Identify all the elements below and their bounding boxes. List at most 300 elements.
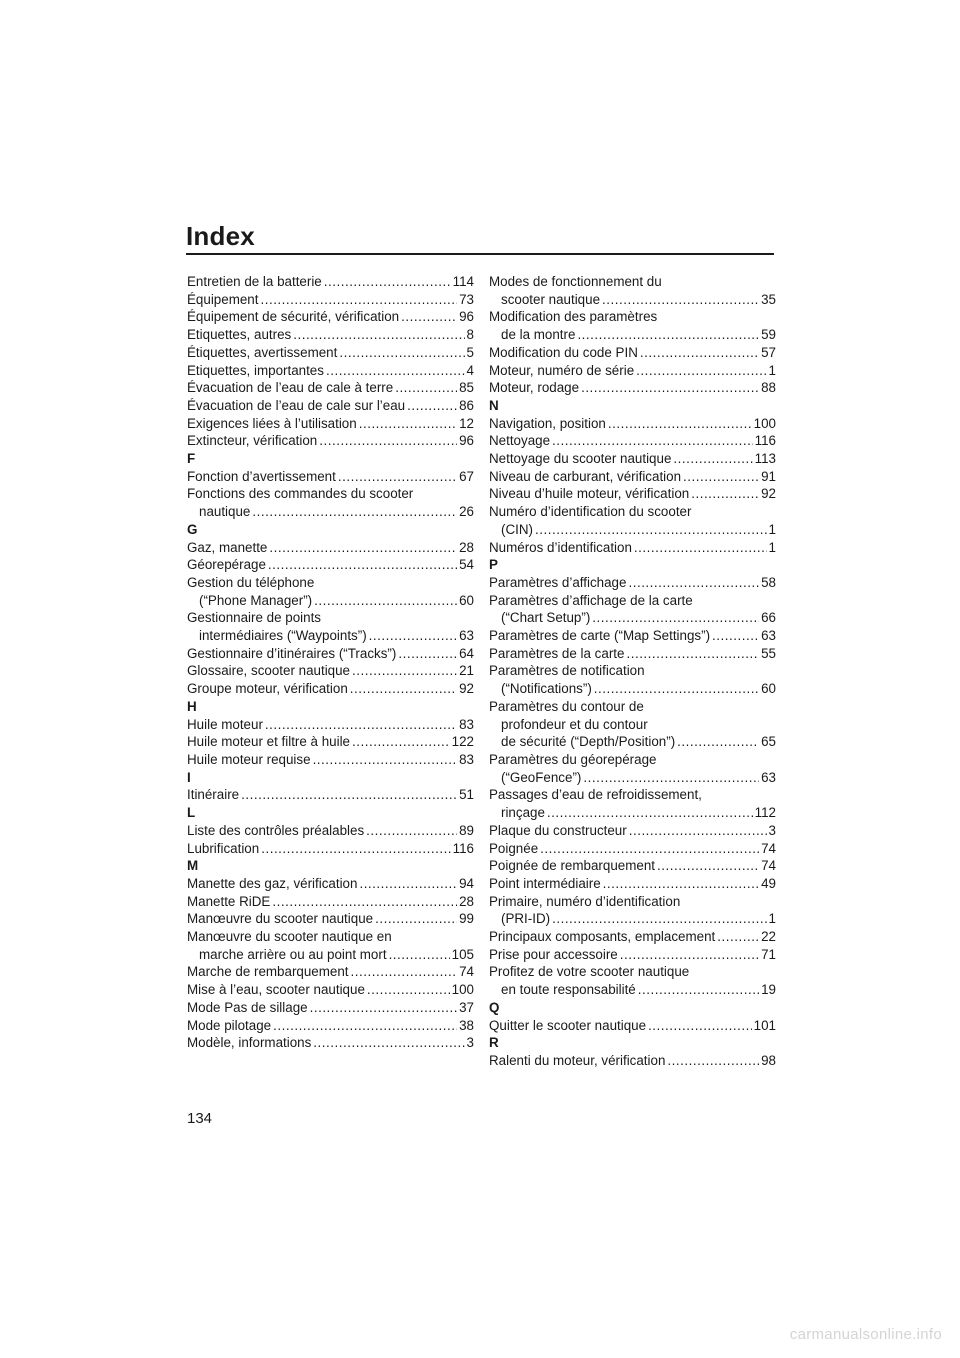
index-entry-line — [489, 751, 776, 769]
index-entry-line — [489, 326, 776, 344]
index-entry-page: 51 — [459, 787, 474, 803]
index-entry-line — [187, 716, 474, 734]
index-entry-line — [489, 415, 776, 433]
index-entry-page: 63 — [761, 769, 776, 785]
dot-leader — [636, 362, 766, 380]
index-entry-text: (CIN) — [501, 521, 533, 537]
dot-leader — [626, 645, 759, 663]
index-entry-page: 113 — [754, 451, 776, 467]
dot-leader — [577, 326, 759, 344]
index-letter-heading: M — [187, 858, 199, 874]
dot-leader — [313, 751, 458, 769]
dot-leader — [691, 485, 759, 503]
index-entry-line — [187, 503, 474, 521]
index-entry-line — [489, 627, 776, 645]
index-entry-text: Huile moteur requise — [187, 751, 311, 767]
dot-leader — [367, 981, 450, 999]
index-entry-page: 60 — [459, 592, 474, 608]
index-entry-page: 96 — [459, 433, 474, 449]
index-entry-line — [187, 574, 474, 592]
index-entry — [489, 1052, 776, 1070]
index-entry — [187, 893, 474, 911]
index-entry — [187, 1017, 474, 1035]
dot-leader — [552, 910, 766, 928]
index-entry-line — [489, 485, 776, 503]
index-entry-page: 74 — [761, 840, 776, 856]
index-entry — [489, 963, 776, 998]
index-entry-text: Quitter le scooter nautique — [489, 1017, 647, 1033]
index-entry-text: Principaux composants, emplacement — [489, 929, 716, 945]
index-entry-line — [187, 910, 474, 928]
index-entry — [489, 273, 776, 308]
index-entry — [489, 592, 776, 627]
dot-leader — [638, 981, 759, 999]
index-entry-text: Poignée de rembarquement — [489, 858, 656, 874]
index-letter-heading: G — [187, 521, 198, 537]
index-entry-line — [489, 645, 776, 663]
dot-leader — [395, 379, 457, 397]
index-entry — [187, 273, 474, 291]
index-entry-page: 49 — [761, 875, 776, 891]
dot-leader — [552, 432, 753, 450]
index-entry — [187, 981, 474, 999]
index-entry-page: 105 — [451, 946, 474, 962]
index-letter-heading: R — [489, 1035, 499, 1051]
index-entry-line — [489, 910, 776, 928]
index-entry — [187, 344, 474, 362]
dot-leader — [241, 786, 457, 804]
index-entry-line — [187, 362, 474, 380]
index-entry — [489, 946, 776, 964]
dot-leader — [592, 609, 759, 627]
dot-leader — [389, 946, 450, 964]
index-entry-line — [187, 539, 474, 557]
index-entry-text: (PRI-ID) — [501, 911, 551, 927]
index-entry-line — [489, 786, 776, 804]
index-entry-line — [489, 716, 776, 734]
dot-leader — [339, 344, 464, 362]
index-entry-text: Numéro d’identification du scooter — [489, 504, 692, 520]
index-entry-page: 54 — [459, 557, 474, 573]
index-entry-line — [187, 751, 474, 769]
index-entry-page: 19 — [761, 982, 776, 998]
index-entry-line — [489, 769, 776, 787]
index-entry-page: 4 — [466, 362, 474, 378]
index-entry-page: 1 — [768, 362, 776, 378]
index-entry-line — [187, 733, 474, 751]
dot-leader — [407, 397, 457, 415]
index-letter-heading: F — [187, 451, 196, 467]
index-entry-line — [187, 1017, 474, 1035]
index-entry — [187, 539, 474, 557]
index-column-right — [489, 273, 776, 1070]
index-entry-line — [187, 308, 474, 326]
index-entry-text: Itinéraire — [187, 787, 240, 803]
index-entry — [187, 468, 474, 486]
dot-leader — [398, 645, 457, 663]
index-entry-page: 86 — [459, 397, 474, 413]
index-entry-text: Évacuation de l’eau de cale sur l’eau — [187, 397, 406, 413]
index-entry-text: (“Chart Setup”) — [501, 610, 591, 626]
index-entry-text: Exigences liées à l’utilisation — [187, 415, 357, 431]
dot-leader — [352, 733, 450, 751]
index-entry-line — [187, 999, 474, 1017]
index-entry-line — [489, 680, 776, 698]
index-entry-text: Groupe moteur, vérification — [187, 681, 348, 697]
index-entry-line — [187, 273, 474, 291]
index-entry-page: 1 — [768, 521, 776, 537]
index-entry-line — [489, 432, 776, 450]
index-entry — [489, 574, 776, 592]
index-entry-line — [187, 928, 474, 946]
index-entry-page: 92 — [761, 486, 776, 502]
dot-leader — [401, 308, 457, 326]
index-entry-line — [187, 1034, 474, 1052]
index-entry-line — [489, 662, 776, 680]
index-entry — [187, 609, 474, 644]
dot-leader — [310, 999, 458, 1017]
index-entry-line — [187, 415, 474, 433]
index-entry-text: Numéros d’identification — [489, 539, 632, 555]
index-entry — [187, 379, 474, 397]
dot-leader — [326, 362, 465, 380]
index-entry-page: 71 — [761, 946, 776, 962]
index-entry-text: Huile moteur — [187, 716, 263, 732]
index-entry-page: 92 — [459, 681, 474, 697]
index-entry-page: 112 — [754, 805, 776, 821]
index-entry-text: Moteur, rodage — [489, 380, 580, 396]
index-entry-text: (“GeoFence”) — [501, 769, 582, 785]
dot-leader — [581, 379, 759, 397]
index-entry — [489, 379, 776, 397]
index-entry — [187, 485, 474, 520]
page-number: 134 — [187, 1110, 213, 1127]
index-entry-page: 63 — [761, 628, 776, 644]
dot-leader — [594, 680, 759, 698]
index-entry-text: Mise à l’eau, scooter nautique — [187, 982, 365, 998]
index-entry-text: Gestion du téléphone — [187, 574, 315, 590]
index-entry-line — [489, 379, 776, 397]
index-entry-page: 83 — [459, 751, 474, 767]
index-entry-text: Manœuvre du scooter nautique en — [187, 929, 392, 945]
index-entry-text: Paramètres d’affichage de la carte — [489, 592, 693, 608]
dot-leader — [634, 539, 767, 557]
index-entry-text: Paramètres de la carte — [489, 645, 625, 661]
index-entry-page: 3 — [466, 1035, 474, 1051]
dot-leader — [338, 468, 457, 486]
index-entry-text: en toute responsabilité — [501, 982, 636, 998]
index-entry — [187, 910, 474, 928]
index-entry-text: (“Notifications”) — [501, 681, 592, 697]
index-entry-line — [489, 344, 776, 362]
index-entry — [187, 733, 474, 751]
index-entry-text: Moteur, numéro de série — [489, 362, 635, 378]
index-entry-text: Évacuation de l’eau de cale à terre — [187, 380, 394, 396]
index-entry-line — [489, 592, 776, 610]
dot-leader — [608, 415, 752, 433]
index-entry-text: Équipement de sécurité, vérification — [187, 309, 400, 325]
index-entry — [187, 840, 474, 858]
index-entry-text: Paramètres du contour de — [489, 698, 644, 714]
index-entry-line — [489, 875, 776, 893]
index-entry — [187, 291, 474, 309]
index-entry-page: 38 — [459, 1017, 474, 1033]
index-entry-text: Poignée — [489, 840, 539, 856]
index-entry-line — [489, 733, 776, 751]
index-entry-text: scooter nautique — [501, 291, 601, 307]
dot-leader — [313, 1034, 464, 1052]
index-entry-page: 88 — [761, 380, 776, 396]
index-entry-text: Gaz, manette — [187, 539, 268, 555]
dot-leader — [366, 822, 457, 840]
index-entry — [187, 645, 474, 663]
index-entry-line — [187, 840, 474, 858]
index-entry-text: Liste des contrôles préalables — [187, 822, 365, 838]
dot-leader — [717, 928, 759, 946]
page-title: Index — [186, 221, 255, 251]
index-entry-line — [187, 432, 474, 450]
index-entry — [489, 415, 776, 433]
index-entry — [489, 857, 776, 875]
dot-leader — [583, 769, 759, 787]
index-entry-line — [187, 875, 474, 893]
index-entry-page: 22 — [761, 929, 776, 945]
dot-leader — [535, 521, 767, 539]
index-entry — [489, 1017, 776, 1035]
index-entry — [187, 751, 474, 769]
dot-leader — [269, 539, 457, 557]
index-entry-line — [187, 627, 474, 645]
index-entry-text: Modèle, informations — [187, 1035, 312, 1051]
index-entry-line — [489, 468, 776, 486]
index-entry-line — [489, 609, 776, 627]
index-entry-text: Étiquettes, avertissement — [187, 344, 338, 360]
index-entry — [489, 893, 776, 928]
dot-leader — [314, 592, 457, 610]
dot-leader — [350, 680, 457, 698]
index-entry-text: Manœuvre du scooter nautique — [187, 911, 374, 927]
index-entry-line — [489, 521, 776, 539]
index-entry-text: Modes de fonctionnement du — [489, 274, 662, 289]
index-entry-line — [489, 804, 776, 822]
index-entry-line — [187, 326, 474, 344]
index-letter-heading: I — [187, 769, 191, 785]
index-entry-text: Modification des paramètres — [489, 309, 658, 325]
index-entry-line — [187, 556, 474, 574]
dot-leader — [369, 627, 457, 645]
index-entry-page: 94 — [459, 875, 474, 891]
dot-leader — [351, 963, 458, 981]
index-entry-page: 74 — [459, 964, 474, 980]
index-entry-text: Extincteur, vérification — [187, 433, 318, 449]
index-entry-text: de la montre — [501, 327, 576, 343]
index-entry-line — [187, 946, 474, 964]
watermark: carmanualsonline.info — [789, 1326, 942, 1343]
index-entry-page: 116 — [754, 433, 776, 449]
index-letter-heading: L — [187, 805, 196, 821]
index-entry-text: Entretien de la batterie — [187, 274, 322, 289]
dot-leader — [540, 840, 759, 858]
index-entry-line — [489, 291, 776, 309]
index-entry-line — [489, 450, 776, 468]
index-entry-text: Nettoyage du scooter nautique — [489, 451, 672, 467]
dot-leader — [260, 291, 457, 309]
index-entry-page: 8 — [466, 327, 474, 343]
index-entry — [489, 503, 776, 538]
index-entry — [489, 662, 776, 697]
index-entry-line — [489, 273, 776, 291]
dot-leader — [272, 893, 457, 911]
index-entry-line — [187, 662, 474, 680]
index-entry-page: 89 — [459, 822, 474, 838]
dot-leader — [677, 733, 759, 751]
index-entry — [187, 432, 474, 450]
index-entry-page: 63 — [459, 628, 474, 644]
index-entry — [187, 326, 474, 344]
index-entry-page: 21 — [459, 663, 474, 679]
index-entry-text: nautique — [199, 504, 251, 520]
index-letter-heading: P — [489, 557, 498, 573]
dot-leader — [324, 273, 451, 291]
dot-leader — [359, 875, 457, 893]
index-entry-text: Huile moteur et filtre à huile — [187, 734, 350, 750]
index-entry-line — [187, 291, 474, 309]
index-entry — [187, 362, 474, 380]
index-entry-text: Fonctions des commandes du scooter — [187, 486, 414, 502]
index-entry — [187, 786, 474, 804]
index-entry-line — [187, 609, 474, 627]
index-entry-text: Paramètres de notification — [489, 663, 645, 679]
index-entry — [489, 645, 776, 663]
index-entry-text: Paramètres du géorepérage — [489, 751, 657, 767]
index-entry-text: Primaire, numéro d’identification — [489, 893, 681, 909]
index-entry-text: Etiquettes, importantes — [187, 362, 324, 378]
index-entry-line — [187, 963, 474, 981]
index-entry — [489, 786, 776, 821]
index-entry-line — [489, 963, 776, 981]
index-entry-text: Modification du code PIN — [489, 344, 638, 360]
index-entry — [187, 928, 474, 963]
index-entry-page: 83 — [459, 716, 474, 732]
dot-leader — [319, 432, 457, 450]
index-entry-page: 5 — [466, 344, 474, 360]
index-entry — [187, 662, 474, 680]
index-entry-line — [187, 468, 474, 486]
index-entry-page: 98 — [761, 1052, 776, 1068]
index-entry-page: 85 — [459, 380, 474, 396]
index-entry-page: 59 — [761, 327, 776, 343]
index-entry-line — [187, 645, 474, 663]
index-entry-text: Paramètres de carte (“Map Settings”) — [489, 628, 711, 644]
dot-leader — [375, 910, 457, 928]
index-entry — [187, 963, 474, 981]
index-letter-heading: H — [187, 698, 197, 714]
index-entry-page: 1 — [768, 539, 776, 555]
index-entry-line — [187, 485, 474, 503]
index-entry — [489, 308, 776, 343]
index-entry-page: 65 — [761, 734, 776, 750]
dot-leader — [712, 627, 759, 645]
index-entry-text: Mode Pas de sillage — [187, 999, 308, 1015]
index-entry — [187, 822, 474, 840]
index-entry-text: Équipement — [187, 291, 259, 307]
index-entry — [489, 362, 776, 380]
index-entry-line — [187, 344, 474, 362]
index-entry-line — [489, 574, 776, 592]
index-entry — [187, 1034, 474, 1052]
dot-leader — [252, 503, 457, 521]
index-entry — [187, 397, 474, 415]
index-entry — [489, 751, 776, 786]
index-entry-page: 66 — [761, 610, 776, 626]
index-entry-text: Passages d’eau de refroidissement, — [489, 787, 702, 803]
index-entry-line — [187, 379, 474, 397]
index-entry-text: Ralenti du moteur, vérification — [489, 1052, 666, 1068]
dot-leader — [602, 291, 759, 309]
index-entry-line — [187, 592, 474, 610]
index-entry-page: 60 — [761, 681, 776, 697]
index-entry-line — [489, 946, 776, 964]
index-entry-text: (“Phone Manager”) — [199, 592, 313, 608]
index-entry-page: 28 — [459, 893, 474, 909]
index-entry-text: Niveau de carburant, vérification — [489, 468, 682, 484]
index-entry-line — [489, 840, 776, 858]
index-entry-page: 96 — [459, 309, 474, 325]
index-entry-text: Prise pour accessoire — [489, 946, 618, 962]
index-entry-line — [187, 822, 474, 840]
dot-leader — [359, 415, 457, 433]
index-entry-text: Profitez de votre scooter nautique — [489, 964, 690, 980]
dot-leader — [268, 556, 457, 574]
index-entry — [187, 574, 474, 609]
index-entry-text: Glossaire, scooter nautique — [187, 663, 351, 679]
dot-leader — [640, 344, 759, 362]
index-entry-line — [187, 981, 474, 999]
index-entry-text: Navigation, position — [489, 415, 606, 431]
index-entry — [187, 415, 474, 433]
index-entry-page: 74 — [761, 858, 776, 874]
index-entry — [489, 485, 776, 503]
index-entry-text: de sécurité (“Depth/Position”) — [501, 734, 676, 750]
index-entry-page: 99 — [459, 911, 474, 927]
index-entry-line — [489, 981, 776, 999]
index-entry-line — [187, 397, 474, 415]
index-entry-page: 101 — [753, 1017, 776, 1033]
index-entry-page: 116 — [452, 840, 474, 856]
index-entry-text: Gestionnaire de points — [187, 610, 321, 626]
index-entry-line — [489, 698, 776, 716]
index-entry-page: 73 — [459, 291, 474, 307]
index-entry-page: 58 — [761, 574, 776, 590]
index-entry-line — [489, 893, 776, 911]
dot-leader — [657, 857, 759, 875]
index-entry-line — [187, 893, 474, 911]
index-entry-text: Plaque du constructeur — [489, 822, 627, 838]
index-entry-text: Gestionnaire d’itinéraires (“Tracks”) — [187, 645, 397, 661]
index-entry-page: 91 — [761, 468, 776, 484]
index-entry-page: 12 — [459, 415, 474, 431]
dot-leader — [547, 804, 753, 822]
index-entry-text: intermédiaires (“Waypoints”) — [199, 628, 367, 644]
index-entry-page: 57 — [761, 344, 776, 360]
index-entry — [187, 680, 474, 698]
index-entry-line — [489, 857, 776, 875]
index-entry — [489, 468, 776, 486]
index-entry-page: 37 — [459, 999, 474, 1015]
index-entry — [187, 716, 474, 734]
index-entry-page: 64 — [459, 645, 474, 661]
index-entry-page: 35 — [761, 291, 776, 307]
